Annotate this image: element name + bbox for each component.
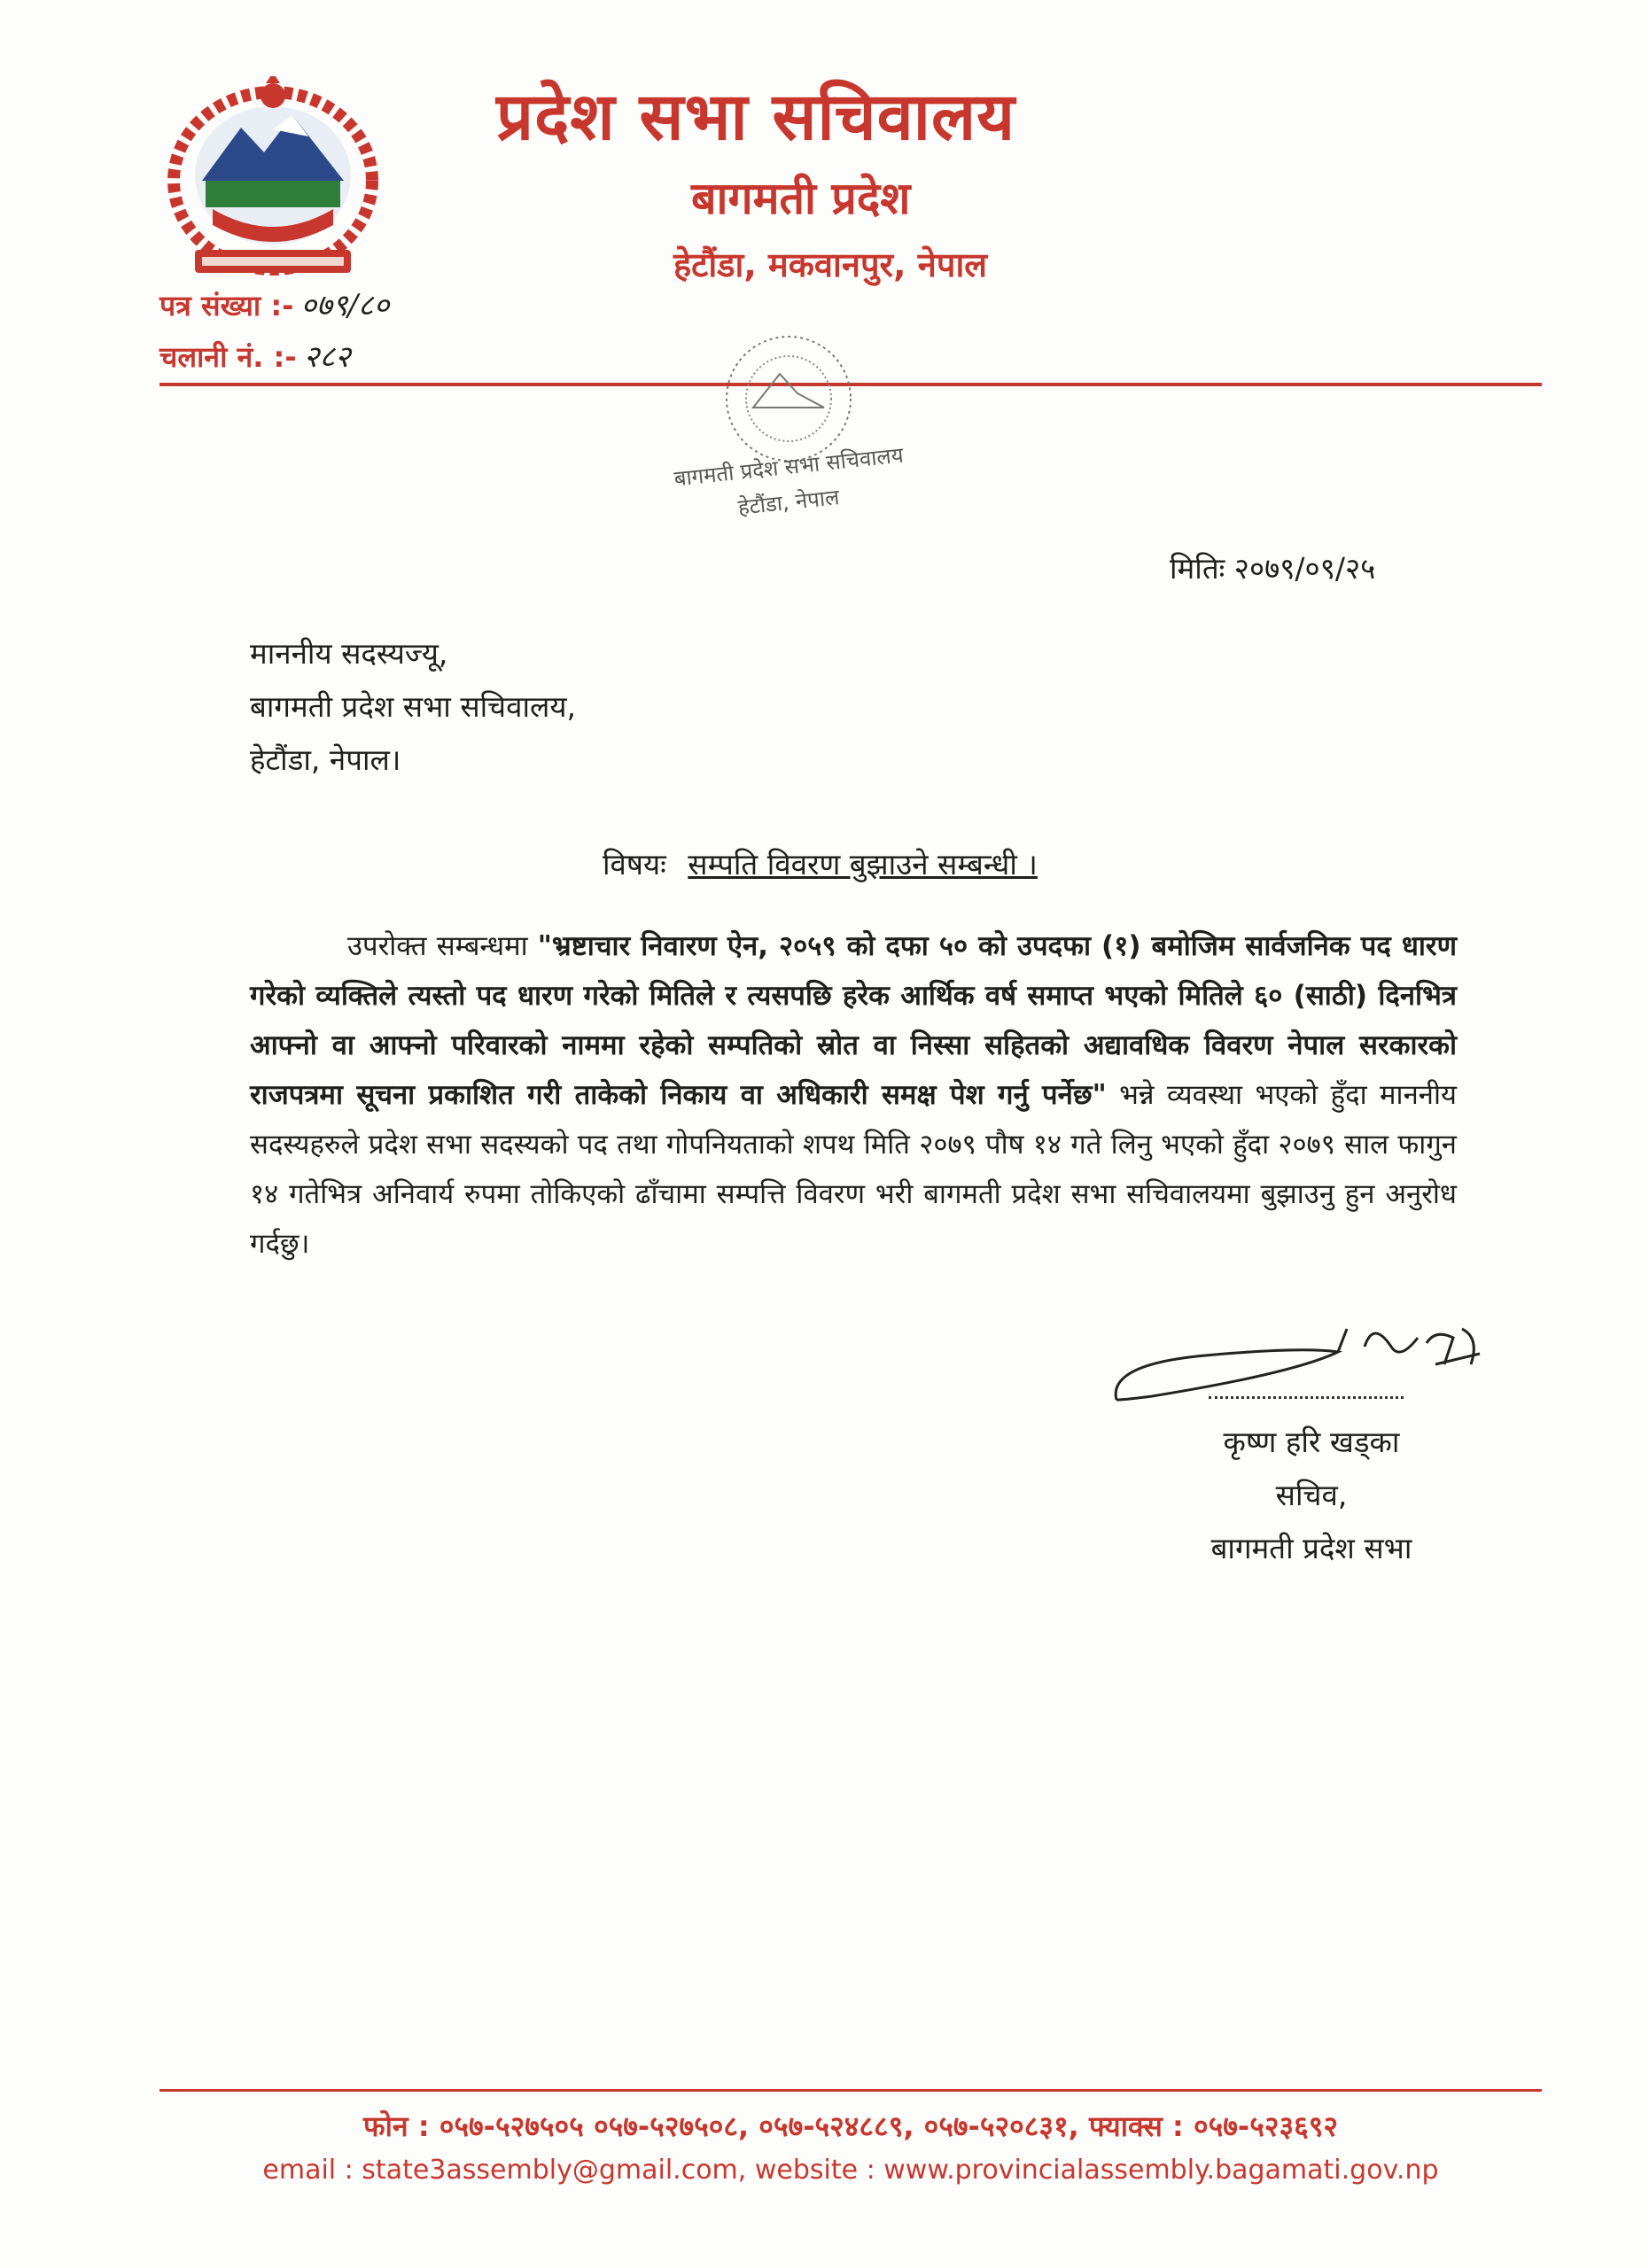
footer-contact-phone: फोन : ०५७-५२७५०५ ०५७-५२७५०८, ०५७-५२४८८९, ०५७-५२०८३१, फ्याक्स : ०५७-५२३६९२: [362, 2109, 1339, 2143]
dispatch-number-label: चलानी नं. :-: [159, 340, 297, 374]
body-request: भन्ने व्यवस्था भएको हुँदा माननीय सदस्यहरुले प्रदेश सभा सदस्यको पद तथा गोपनियताको शपथ मिति २०७९ पौष १४ गते लिनु भएको हुँदा २०७९ साल फागुन १४ गतेभित्र अनिवार्य रुपमा तोकिएको ढाँचामा सम्पत्ति विवरण भरी बागमती प्रदेश सभा सचिवालयमा बुझाउनु हुन अनुरोध गर्दछु।: [250, 1079, 1457, 1260]
dispatch-number-value: २८२: [303, 339, 351, 375]
signatory-office: बागमती प्रदेश सभा: [1210, 1531, 1412, 1565]
signature-icon: [1099, 1311, 1506, 1418]
signatory-title: सचिव,: [1275, 1478, 1348, 1512]
nepal-emblem-icon: [159, 76, 386, 285]
organization-address: हेटौंडा, मकवानपुर, नेपाल: [673, 245, 988, 284]
letter-number-label: पत्र संख्या :-: [159, 289, 294, 322]
subject-label: विषयः: [603, 847, 666, 882]
province-name: बागमती प्रदेश: [691, 173, 911, 224]
addressee-line: हेटौंडा, नेपाल।: [250, 742, 401, 777]
office-stamp: [656, 319, 922, 549]
signature-dotted-line: [1209, 1396, 1404, 1399]
body-intro: उपरोक्त सम्बन्धमा: [347, 930, 538, 962]
letter-date: मितिः २०७९/०९/२५: [1170, 551, 1376, 586]
letter-body: [250, 921, 1457, 1269]
letter-number: [159, 284, 389, 324]
subject-line: [603, 843, 1038, 883]
letter-number-value: ०७९/८०: [300, 288, 390, 323]
signatory-name: कृष्ण हरि खड्का: [1223, 1425, 1400, 1459]
addressee-block: [250, 627, 576, 787]
body-quoted-law: "भ्रष्टाचार निवारण ऐन, २०५९ को दफा ५० को उपदफा (१) बमोजिम सार्वजनिक पद धारण गरेको व्यक्तिले त्यस्तो पद धारण गरेको मितिले र त्यसपछि हरेक आर्थिक वर्ष समाप्त भएको मितिले ६० (साठी) दिनभित्र आफ्नो वा आफ्नो परिवारको नाममा रहेको सम्पतिको स्रोत वा निस्सा सहितको अद्यावधिक विवरण नेपाल सरकारको राजपत्रमा सूचना प्रकाशित गरी ताकेको निकाय वा अधिकारी समक्ष पेश गर्नु पर्नेछ": [250, 930, 1458, 1111]
footer-divider: [159, 2089, 1542, 2092]
addressee-line: माननीय सदस्यज्यू,: [250, 636, 448, 671]
footer-contact-web: email : state3assembly@gmail.com, website : www.provincialassembly.bagamati.gov.np: [262, 2155, 1439, 2186]
stamp-text-line2: हेटौंडा, नेपाल: [736, 485, 841, 520]
dispatch-number: [159, 335, 351, 376]
organization-name: प्रदेश सभा सचिवालय: [496, 79, 1016, 155]
signatory-block: [1187, 1416, 1435, 1575]
subject-text: सम्पति विवरण बुझाउने सम्बन्धी ।: [688, 847, 1038, 882]
stamp-text-line1: बागमती प्रदेश सभा सचिवालय: [673, 442, 905, 492]
addressee-line: बागमती प्रदेश सभा सचिवालय,: [250, 689, 577, 724]
